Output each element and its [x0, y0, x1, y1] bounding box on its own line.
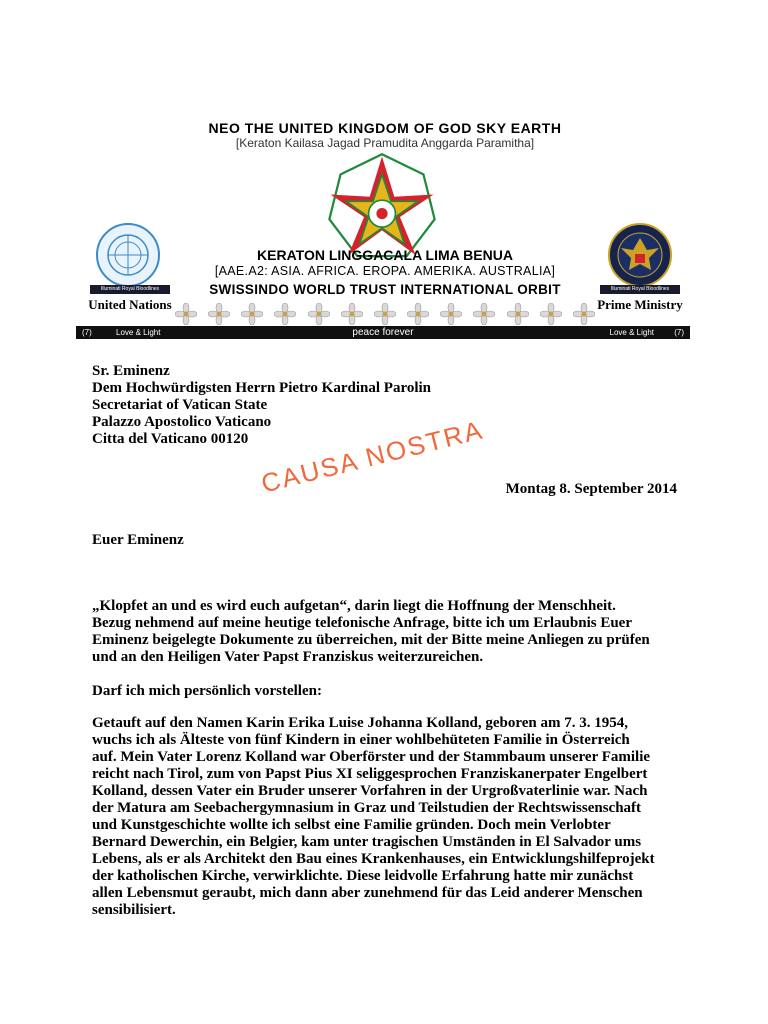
paragraph-line: reicht nach Tirol, zum von Papst Pius XI seliggesprochen Franziskanerpater Engelbert: [92, 766, 648, 782]
paragraph-line: und an den Heiligen Vater Papst Franziskus weiterzureichen.: [92, 649, 484, 665]
united-nations-emblem-icon: [95, 222, 161, 288]
paragraph-line: und Kunstgeschichte wollte ich selbst eine Familie gründen. Doch mein Verlobter: [92, 817, 611, 833]
band-number-right: (7): [674, 328, 684, 337]
united-nations-label: United Nations: [88, 297, 172, 312]
paragraph-line: „Klopfet an und es wird euch aufgetan“, darin liegt die Hoffnung der Menschheit.: [92, 598, 616, 614]
flower-icon: [208, 303, 230, 325]
paragraph-line: Bezug nehmend auf meine heutige telefonische Anfrage, bitte ich um Erlaubnis Euer: [92, 615, 632, 631]
paragraph-line: Getauft auf den Namen Karin Erika Luise Johanna Kolland, geboren am 7. 3. 1954,: [92, 715, 629, 731]
paragraph-line: der katholischen Kirche, verwirklichte. Diese leidvolle Erfahrung hatte mir zunächst: [92, 868, 634, 884]
paragraph-line: Kolland, dessen Vater ein Bruder unserer Vorfahren in der Urgroßvaterlinie war. Nach: [92, 783, 648, 799]
flower-icon: [241, 303, 263, 325]
left-bloodlines-bar: Illuminati Royal Bloodlines: [90, 285, 170, 294]
flower-icon: [473, 303, 495, 325]
prime-ministry-emblem-icon: [607, 222, 673, 288]
paragraph-request: [92, 598, 682, 666]
letterhead-swissindo: SWISSINDO WORLD TRUST INTERNATIONAL ORBIT: [209, 282, 561, 297]
flower-icon: [341, 303, 363, 325]
salutation: Euer Eminenz: [92, 532, 184, 548]
flower-icon: [274, 303, 296, 325]
paragraph-line: allen Lebensmut geraubt, mich dann aber zunehmend für das Leid anderer Menschen: [92, 885, 643, 901]
paragraph-line: Bernard Dewerchin, ein Belgier, kam unter tragischen Umständen in El Salvador ums: [92, 834, 642, 850]
band-number-left: (7): [82, 328, 92, 337]
letterhead-continents: [AAE.A2: ASIA. AFRICA. EROPA. AMERIKA. AUSTRALIA]: [214, 264, 556, 278]
address-line: Dem Hochwürdigsten Herrn Pietro Kardinal Parolin: [92, 380, 432, 396]
address-line: Secretariat of Vatican State: [92, 397, 268, 413]
paragraph-line: wuchs ich als Älteste von fünf Kindern in einer wohlbehüteten Familie in Österreich: [92, 732, 630, 748]
recipient-address: [92, 363, 592, 448]
flower-icon: [440, 303, 462, 325]
band-peace-forever: peace forever: [352, 327, 414, 338]
paragraph-line: der Matura am Seebachergymnasium in Graz und Teilstudien der Rechtswissenschaft: [92, 800, 642, 816]
flower-icon: [308, 303, 330, 325]
flower-icon: [175, 303, 197, 325]
band-love-light-right: Love & Light: [609, 328, 654, 337]
paragraph-line: sensibilisiert.: [92, 902, 176, 918]
flower-icon: [374, 303, 396, 325]
flower-icon: [573, 303, 595, 325]
prime-ministry-label: Prime Ministry: [597, 297, 683, 312]
flower-icon: [540, 303, 562, 325]
letterhead-subtitle: [Keraton Kailasa Jagad Pramudita Anggarda Paramitha]: [235, 136, 535, 150]
paragraph-line: Eminenz beigelegte Dokumente zu überreichen, mit der Bitte meine Anliegen zu prüfen: [92, 632, 650, 648]
paragraph-introduction: Darf ich mich persönlich vorstellen:: [92, 683, 322, 699]
flower-ornament-row: [175, 303, 595, 325]
paragraph-line: auf. Mein Vater Lorenz Kolland war Oberförster und der Stammbaum unserer Familie: [92, 749, 651, 765]
peace-forever-band: [76, 326, 690, 339]
flower-icon: [507, 303, 529, 325]
paragraph-biography: [92, 715, 682, 919]
letterhead-title: NEO THE UNITED KINGDOM OF GOD SKY EARTH: [208, 120, 562, 136]
letter-date: Montag 8. September 2014: [505, 481, 677, 497]
address-line: Sr. Eminenz: [92, 363, 170, 379]
letterhead-keraton: KERATON LINGGACALA LIMA BENUA: [257, 247, 513, 263]
paragraph-line: Lebens, als er als Architekt den Bau eines Krankenhauses, ein Entwicklungshilfeprojekt: [92, 851, 655, 867]
band-love-light-left: Love & Light: [116, 328, 161, 337]
letterhead: [0, 100, 768, 345]
right-bloodlines-bar: Illuminati Royal Bloodlines: [600, 285, 680, 294]
address-line: Palazzo Apostolico Vaticano: [92, 414, 272, 430]
causa-nostra-watermark: CAUSA NOSTRA: [258, 414, 487, 499]
flower-icon: [407, 303, 429, 325]
address-line: Citta del Vaticano 00120: [92, 431, 249, 447]
